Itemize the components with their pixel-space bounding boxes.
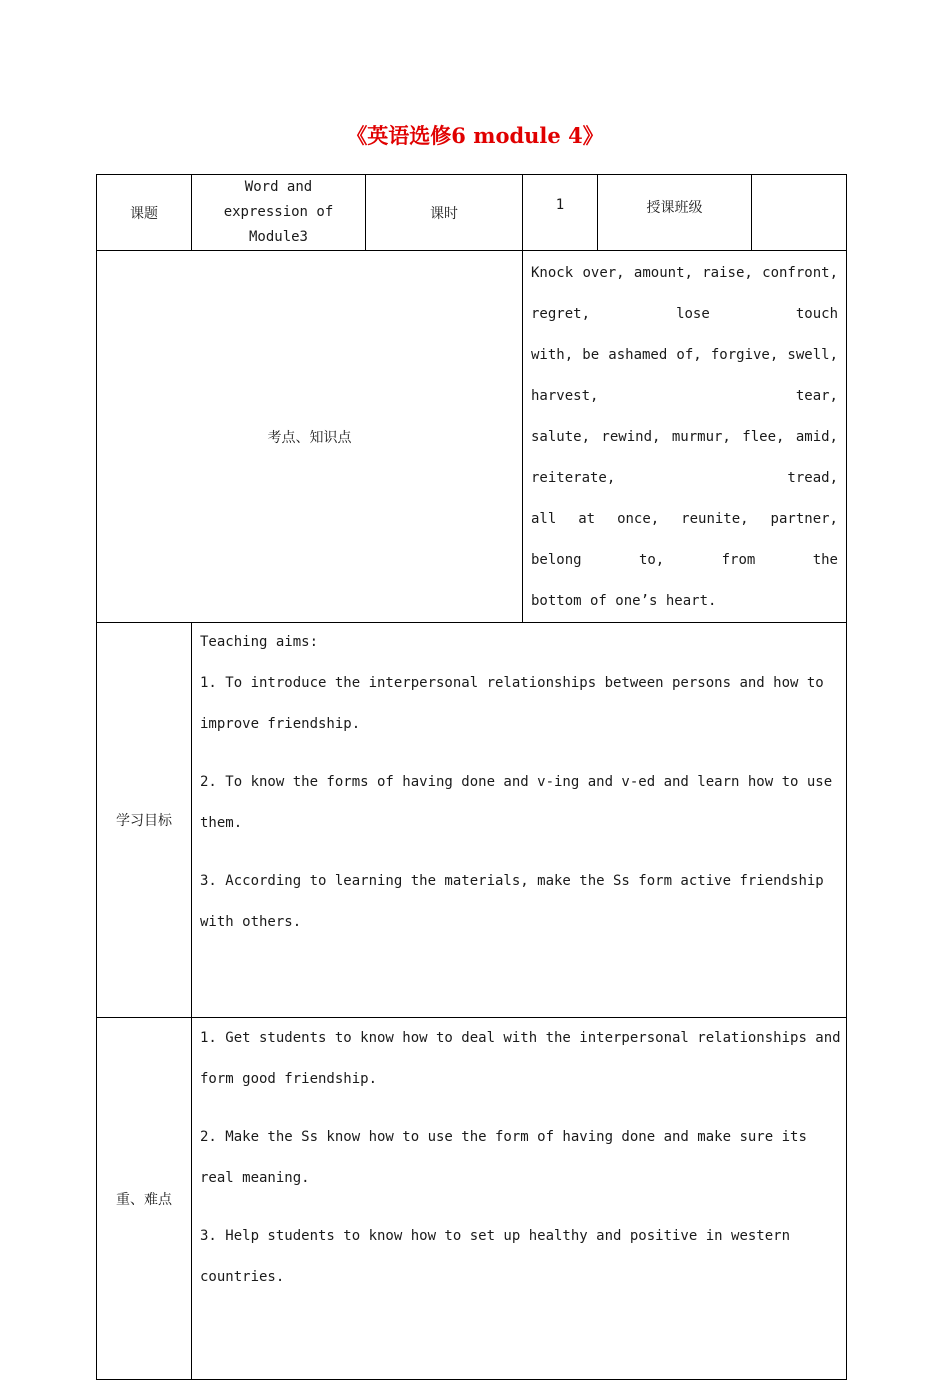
keypoints-row <box>97 1018 847 1380</box>
aims-content <box>192 623 847 1018</box>
aim-item-continued: with others. <box>200 914 302 930</box>
aim-item: 2. To know the forms of having done and v-ing and v-ed and learn how to use <box>200 774 833 790</box>
topic-line: Word and <box>244 179 313 195</box>
keypoints-label: 重、难点 <box>97 1018 192 1380</box>
topic-value <box>192 175 366 251</box>
aims-label: 学习目标 <box>97 623 192 1018</box>
header-row <box>97 175 847 251</box>
aims-heading: Teaching aims: <box>200 634 319 650</box>
keypoint-item-continued: form good friendship. <box>200 1071 378 1087</box>
keypoint-item-continued: countries. <box>200 1269 285 1285</box>
knowledge-line: Knock over, amount, raise, confront, regret, lose touch <box>531 265 838 322</box>
keypoint-item-continued: real meaning. <box>200 1170 310 1186</box>
knowledge-line: all at once, reunite, partner, belong to, from the <box>531 511 838 568</box>
keypoints-content <box>192 1018 847 1380</box>
class-value <box>752 175 847 251</box>
period-value: 1 <box>523 175 598 251</box>
document-title: 《英语选修6 module 4》 <box>346 123 604 148</box>
keypoint-item: 1. Get students to know how to deal with the interpersonal relationships and <box>200 1030 841 1046</box>
topic-line: Module3 <box>248 229 308 245</box>
knowledge-line: with, be ashamed of, forgive, swell, harvest, tear, <box>531 347 838 404</box>
lesson-plan-table <box>96 174 847 1380</box>
aim-item-continued: them. <box>200 815 243 831</box>
aim-item: 1. To introduce the interpersonal relationships between persons and how to <box>200 675 824 691</box>
class-label: 授课班级 <box>598 175 752 251</box>
aims-row <box>97 623 847 1018</box>
knowledge-line: bottom of one’s heart. <box>531 593 717 609</box>
knowledge-label: 考点、知识点 <box>97 251 523 623</box>
knowledge-row <box>97 251 847 623</box>
topic-label: 课题 <box>97 175 192 251</box>
period-label: 课时 <box>366 175 523 251</box>
knowledge-line: salute, rewind, murmur, flee, amid, reiterate, tread, <box>531 429 838 486</box>
knowledge-content <box>523 251 847 623</box>
keypoint-item: 3. Help students to know how to set up healthy and positive in western <box>200 1228 791 1244</box>
aim-item: 3. According to learning the materials, make the Ss form active friendship <box>200 873 824 889</box>
keypoint-item: 2. Make the Ss know how to use the form of having done and make sure its <box>200 1129 807 1145</box>
aim-item-continued: improve friendship. <box>200 716 361 732</box>
topic-line: expression of <box>223 204 334 220</box>
